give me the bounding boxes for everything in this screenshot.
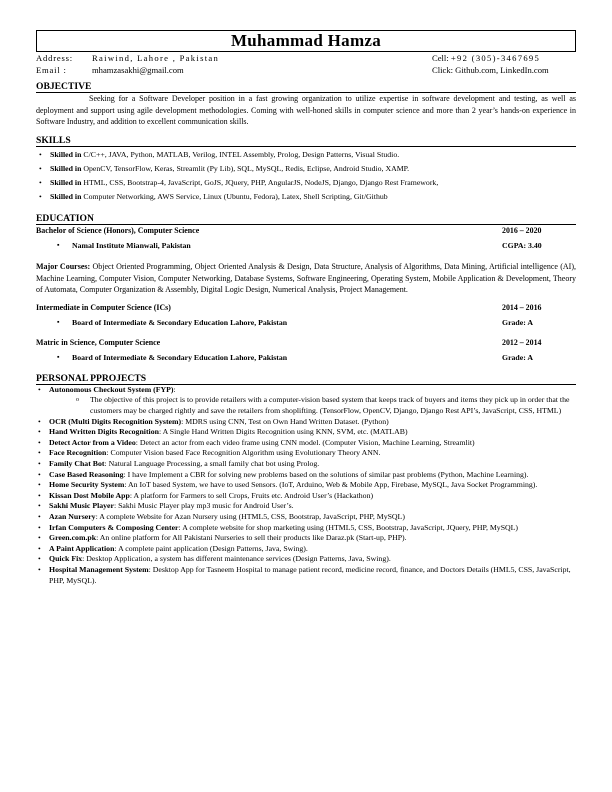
education-institute-row: ▪ Board of Intermediate & Secondary Education Lahore, Pakistan Grade: A xyxy=(36,314,576,334)
cell-label: Cell: xyxy=(432,53,449,63)
education-degree-row: Intermediate in Computer Science (ICs) 2014 – 2016 xyxy=(36,302,542,312)
email-label: Email : xyxy=(36,64,67,75)
project-item: • A Paint Application: A complete paint application (Design Patterns, Java, Swing). xyxy=(36,544,576,555)
contact-block xyxy=(36,52,576,76)
skills-list xyxy=(36,148,576,205)
projects-list xyxy=(36,385,576,586)
project-item: • Green.com.pk: An online platform for All Pakistani Nurseries to sell their products like Daraz.pk (Start-up, PHP). xyxy=(36,533,576,544)
project-item: • Home Security System: An IoT based System, we have to used Sensors. (IoT, Arduino, Web & Mobile App, Firebase, MySQL, Java Socket Programming). xyxy=(36,480,576,491)
project-item: • Face Recognition: Computer Vision based Face Recognition Algorithm using Evolutionary Theory ANN. xyxy=(36,448,576,459)
education-heading: EDUCATION xyxy=(36,213,576,225)
project-item: • OCR (Multi Digits Recognition System): MDRS using CNN, Test on Own Hand Written Dataset. (Python) xyxy=(36,417,576,428)
project-item: • Autonomous Checkout System (FYP): xyxy=(36,385,576,396)
name-box xyxy=(36,30,576,52)
project-item: • Family Chat Bot: Natural Language Processing, a small family chat bot using Prolog. xyxy=(36,459,576,470)
objective-text: Seeking for a Software Developer position in a fast growing organization to utilize expertise in software development and testing, as well as deployment and support using agile development methodologies. Coming with well-honed skills in computer science and more than 2 year’s hands-on experience in Software Industry, and addition to excellent communication skills. xyxy=(36,94,576,126)
project-item: • Quick Fix: Desktop Application, a system has different maintenance services (Design Patterns, Java, Swing). xyxy=(36,554,576,565)
resume-page xyxy=(36,30,576,586)
education-degree-row: Matric in Science, Computer Science 2012 – 2014 xyxy=(36,337,542,347)
project-item: • Sakhi Music Player: Sakhi Music Player play mp3 music for Android User’s. xyxy=(36,501,576,512)
project-item: • Detect Actor from a Video: Detect an actor from each video frame using CNN model. (Computer Vision, Machine Learning, Streamlit) xyxy=(36,438,576,449)
skill-item: • Skilled in HTML, CSS, Bootstrap-4, JavaScript, GoJS, JQuery, PHP, AngularJS, NodeJS, Django, Django Rest Framework, xyxy=(36,176,576,190)
address-value: Raiwind, Lahore , Pakistan xyxy=(92,53,220,63)
project-item: • Hand Written Digits Recognition: A Single Hand Written Digits Recognition using KNN, SVM, etc. (MATLAB) xyxy=(36,427,576,438)
contact-right xyxy=(432,53,549,76)
education-degree-row: Bachelor of Science (Honors), Computer Science 2016 – 2020 xyxy=(36,226,542,236)
education-institute-row: ▪ Board of Intermediate & Secondary Education Lahore, Pakistan Grade: A xyxy=(36,349,576,369)
skill-item: • Skilled in C/C++, JAVA, Python, MATLAB, Verilog, INTEL Assembly, Prolog, Design Patterns, Visual Studio. xyxy=(36,148,576,162)
skills-heading: SKILLS xyxy=(36,135,576,147)
email-link[interactable]: mhamzasakhi@gmail.com xyxy=(92,64,184,75)
candidate-name: Muhammad Hamza xyxy=(230,31,382,50)
project-sub-item: o The objective of this project is to provide retailers with a computer-vision based system that keeps track of buyers and items they pick up in order that the customers may be charged rightly and save the retailers from shoplifting. (TensorFlow, OpenCV, Django, Django Rest API’s, JavaScript, CSS, HTML) xyxy=(36,395,576,416)
project-item: • Hospital Management System: Desktop App for Tasneem Hospital to manage patient record, medicine record, finance, and Doctors Details (HML5, CSS, JavaScript, PHP, MySQL). xyxy=(36,565,576,586)
project-item: • Kissan Dost Mobile App: A platform for Farmers to sell Crops, Fruits etc. Android User’s (Hackathon) xyxy=(36,491,576,502)
cell-value: +92 (305)-3467695 xyxy=(450,53,541,63)
click-label: Click: xyxy=(432,64,454,75)
address-label: Address: xyxy=(36,53,73,63)
skill-item: • Skilled in Computer Networking, AWS Service, Linux (Ubuntu, Fedora), Latex, Shell Scripting, Git/Github xyxy=(36,190,576,204)
education-institute-row: ▪ Namal Institute Mianwali, Pakistan CGPA: 3.40 xyxy=(36,237,576,257)
profile-links[interactable]: Github.com, LinkedIn.com xyxy=(455,64,549,75)
project-item: • Irfan Computers & Composing Center: A complete website for shop marketing using (HTML5, CSS, Bootstrap, JavaScript, JQuery, PHP, MySQL) xyxy=(36,523,576,534)
project-item: • Azan Nursery: A complete Website for Azan Nursery using (HTML5, CSS, Bootstrap, JavaScript, PHP, MySQL) xyxy=(36,512,576,523)
contact-left xyxy=(36,53,219,76)
objective-heading: OBJECTIVE xyxy=(36,81,576,93)
major-courses: Major Courses: Object Oriented Programming, Object Oriented Analysis & Design, Data Structure, Analysis of Algorithms, Data Mining, Artificial intelligence (AI), Machine Learning, Computer Vision, Computer Networking, Database Systems, Software Engineering, Operating System, Mobile Application & Development, Theory of Automata, Computer Organization & Assembly, Digital Logic Design, Numerical Analysis, Project Management. xyxy=(36,262,577,295)
projects-heading: PERSONAL PPROJECTS xyxy=(36,373,576,385)
skill-item: • Skilled in OpenCV, TensorFlow, Keras, Streamlit (Py Lib), SQL, MySQL, Redis, Eclipse, Android Studio, XAMP. xyxy=(36,162,576,176)
project-item: • Case Based Reasoning: I have Implement a CBR for solving new problems based on the solutions of similar past problems (Python, Machine Learning). xyxy=(36,470,576,481)
